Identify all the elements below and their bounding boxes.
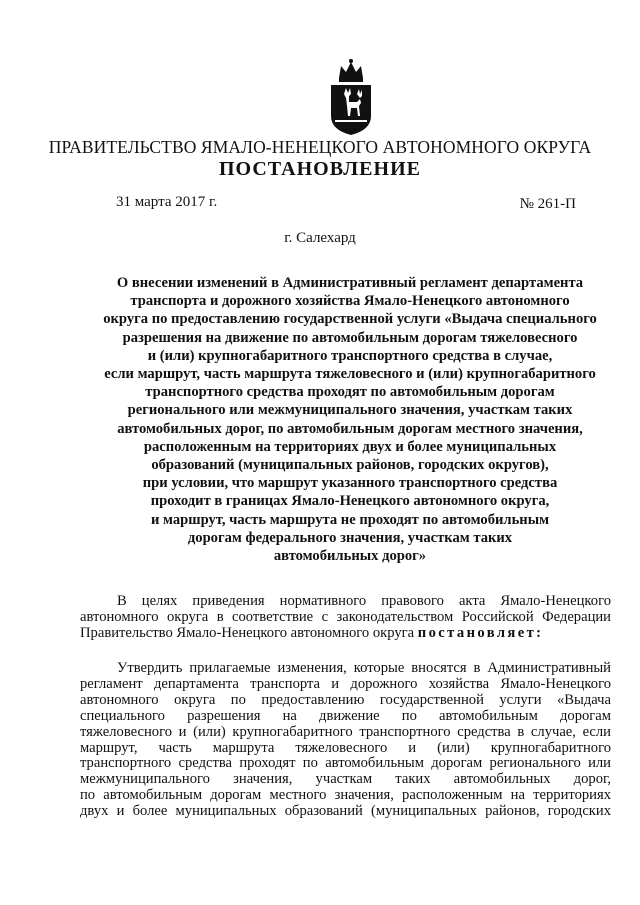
subject-line: при условии, что маршрут указанного транспортного средства — [142, 475, 558, 492]
subject-line: регионального или межмуниципального значения, участкам таких — [127, 402, 573, 419]
paragraph-line — [80, 626, 611, 642]
document-type-title: ПОСТАНОВЛЕНИЕ — [219, 158, 421, 180]
subject-line: транспортного средства проходят по автомобильным дорогам — [145, 384, 555, 401]
document-date: 31 марта 2017 г. — [116, 194, 218, 210]
paragraph-resolution — [80, 661, 611, 820]
paragraph-line: двух и более муниципальных образований (муниципальных районов, городских — [80, 803, 611, 820]
paragraph-line: по автомобильным дорогам местного значения, расположенным на территориях — [80, 787, 611, 804]
subject-line: и маршрут, часть маршрута не проходят по автомобильным — [150, 511, 550, 528]
paragraph-line: межмуниципального значения, участкам таких автомобильных дорог, — [80, 771, 611, 788]
paragraph-line: транспортного средства проходят по автомобильным дорогам регионального или — [80, 755, 611, 772]
government-title: ПРАВИТЕЛЬСТВО ЯМАЛО-НЕНЕЦКОГО АВТОНОМНОГО ОКРУГА — [48, 137, 592, 157]
subject-line: и (или) крупногабаритного транспортного средства в случае, — [147, 347, 553, 364]
subject-line: разрешения на движение по автомобильным дорогам тяжеловесного — [122, 329, 578, 346]
subject-line: образований (муниципальных районов, городских округов), — [151, 457, 549, 474]
document-city: г. Салехард — [284, 230, 356, 246]
subject-line: автомобильных дорог, по автомобильным дорогам местного значения, — [117, 420, 583, 437]
paragraph-line-prefix: Правительство Ямало-Ненецкого автономного округа — [80, 624, 418, 641]
subject-line: автомобильных дорог» — [273, 548, 427, 565]
document-subject — [60, 274, 640, 565]
paragraph-preamble — [80, 594, 611, 642]
subject-line: округа по предоставлению государственной услуги «Выдача специального — [103, 311, 597, 328]
paragraph-line: В целях приведения нормативного правового акта Ямало-Ненецкого — [117, 593, 611, 609]
paragraph-line: тяжеловесного и (или) крупногабаритного транспортного средства в случае, если — [80, 723, 611, 740]
coat-of-arms-emblem — [327, 58, 375, 136]
paragraph-line: автономного округа в соответствие с законодательством Российской Федерации — [80, 608, 611, 625]
subject-line: расположенным на территориях двух и более муниципальных — [143, 438, 557, 455]
subject-line: проходит в границах Ямало-Ненецкого автономного округа, — [150, 493, 550, 510]
paragraph-line: автономного округа по предоставлению государственной услуги «Выдача — [80, 691, 611, 708]
subject-line: О внесении изменений в Административный регламент департамента — [116, 275, 584, 291]
subject-line: дорогам федерального значения, участкам таких — [187, 529, 513, 546]
resolves-word: постановляет: — [417, 624, 544, 641]
subject-line: если маршрут, часть маршрута тяжеловесного и (или) крупногабаритного — [104, 366, 596, 383]
subject-line: транспорта и дорожного хозяйства Ямало-Ненецкого автономного — [130, 293, 570, 310]
paragraph-line: маршрут, часть маршрута тяжеловесного и (или) крупногабаритного — [80, 739, 611, 756]
paragraph-line: специального разрешения на движение по автомобильным дорогам — [80, 707, 611, 724]
paragraph-line: Утвердить прилагаемые изменения, которые вносятся в Административный — [117, 660, 611, 676]
paragraph-line: регламент департамента транспорта и дорожного хозяйства Ямало-Ненецкого — [80, 675, 611, 692]
document-number: № 261-П — [519, 196, 576, 212]
